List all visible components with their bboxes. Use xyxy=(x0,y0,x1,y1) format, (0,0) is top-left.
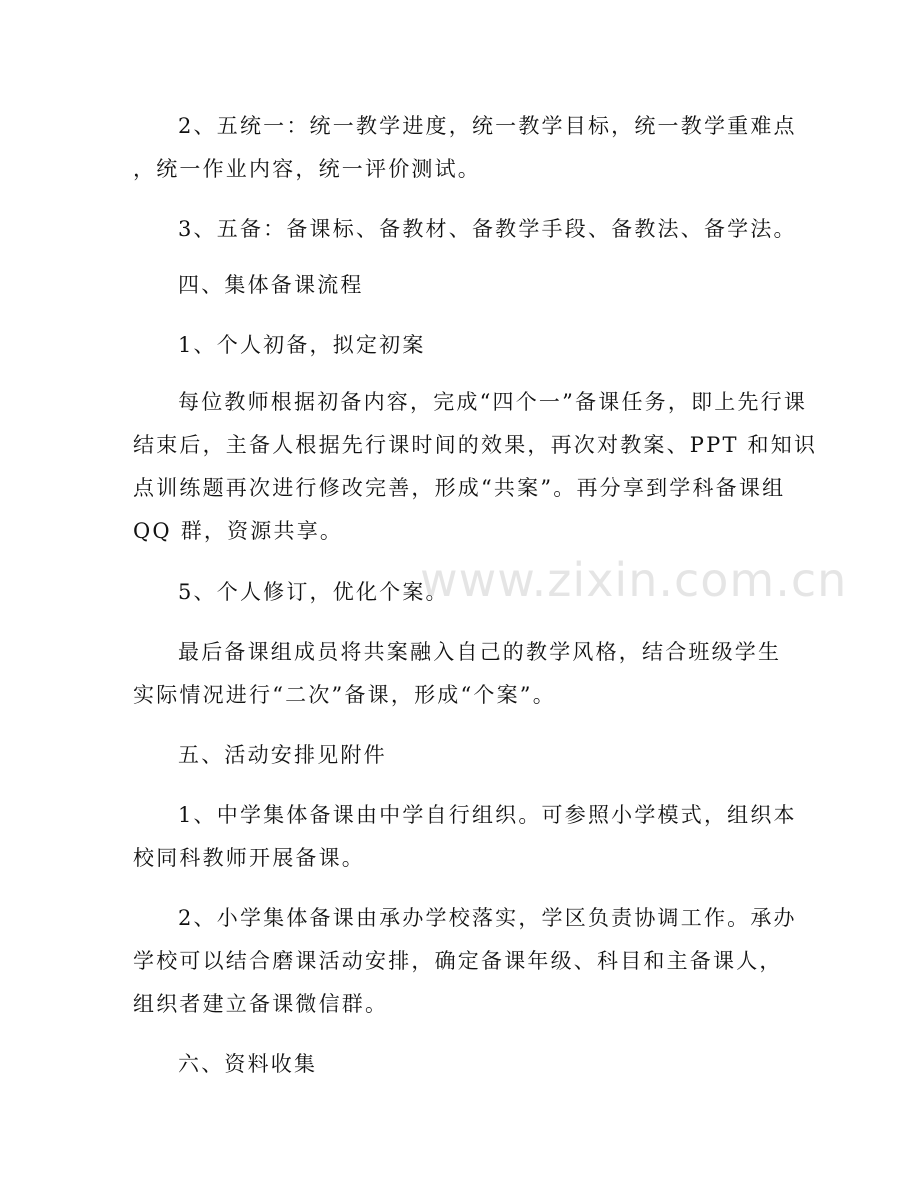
text-line: QQ 群，资源共享。 xyxy=(133,519,344,543)
text-line: 2、小学集体备课由承办学校落实，学区负责协调工作。承办 xyxy=(178,906,797,930)
section-heading: 四、集体备课流程 xyxy=(178,273,364,297)
text-line: 3、五备：备课标、备教材、备教学手段、备教法、备学法。 xyxy=(178,217,797,241)
text-line: 结束后，主备人根据先行课时间的效果，再次对教案、PPT 和知识 xyxy=(133,433,818,457)
text-line: 学校可以结合磨课活动安排，确定备课年级、科目和主备课人， xyxy=(133,949,783,973)
section-heading: 五、活动安排见附件 xyxy=(178,743,387,767)
text-line: ，统一作业内容，统一评价测试。 xyxy=(133,157,481,181)
text-line: 组织者建立备课微信群。 xyxy=(133,992,389,1016)
text-line: 5、个人修订，优化个案。 xyxy=(178,580,449,604)
text-line: 2、五统一：统一教学进度，统一教学目标，统一教学重难点 xyxy=(178,114,797,138)
text-line: 点训练题再次进行修改完善，形成“共案”。再分享到学科备课组 xyxy=(133,476,786,500)
section-heading: 六、资料收集 xyxy=(178,1052,318,1076)
watermark: www.zixin.com.cn xyxy=(420,553,848,607)
text-line: 1、个人初备，拟定初案 xyxy=(178,333,426,357)
text-line: 实际情况进行“二次”备课，形成“个案”。 xyxy=(133,683,556,707)
text-line: 校同科教师开展备课。 xyxy=(133,846,365,870)
text-line: 每位教师根据初备内容，完成“四个一”备课任务，即上先行课 xyxy=(178,390,808,414)
text-line: 1、中学集体备课由中学自行组织。可参照小学模式，组织本 xyxy=(178,803,797,827)
text-line: 最后备课组成员将共案融入自己的教学风格，结合班级学生 xyxy=(178,640,782,664)
